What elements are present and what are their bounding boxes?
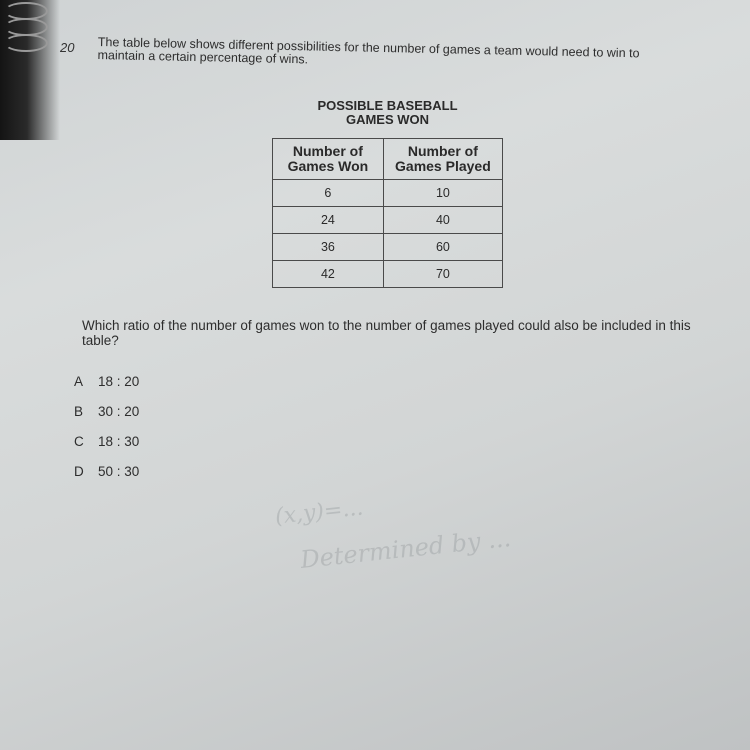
table-title-line: POSSIBLE BASEBALL bbox=[317, 98, 458, 113]
table-title-line: GAMES WON bbox=[345, 112, 430, 127]
choice-letter: C bbox=[74, 434, 84, 449]
choice-text: 50 : 30 bbox=[98, 464, 140, 479]
table-row bbox=[273, 207, 503, 234]
faint-pencil-writing: Determined by ... bbox=[299, 524, 513, 574]
table-row bbox=[273, 234, 503, 261]
answer-choices bbox=[74, 374, 139, 494]
choice-text: 18 : 20 bbox=[98, 374, 140, 389]
choice-letter: A bbox=[74, 374, 84, 389]
choice-text: 30 : 20 bbox=[98, 404, 140, 419]
faint-pencil-writing: (x,y)=... bbox=[273, 495, 365, 530]
games-table bbox=[272, 138, 503, 288]
question-prompt: Which ratio of the number of games won to the number of games played could also be included in this table? bbox=[82, 318, 691, 348]
spiral-ring bbox=[4, 34, 48, 52]
choice-d[interactable] bbox=[74, 464, 139, 494]
choice-letter: D bbox=[74, 464, 84, 479]
choice-letter: B bbox=[74, 404, 84, 419]
choice-b[interactable] bbox=[74, 404, 139, 434]
header-games-won: Number of Games Won bbox=[273, 139, 384, 180]
cell-games-won: 36 bbox=[273, 234, 384, 261]
table-header-row bbox=[273, 139, 503, 180]
cell-games-played: 40 bbox=[383, 207, 502, 234]
table-row bbox=[273, 180, 503, 207]
header-games-played: Number of Games Played bbox=[383, 139, 502, 180]
cell-games-played: 10 bbox=[383, 180, 502, 207]
cell-games-played: 60 bbox=[383, 234, 502, 261]
choice-c[interactable] bbox=[74, 434, 139, 464]
choice-text: 18 : 30 bbox=[98, 434, 140, 449]
cell-games-won: 42 bbox=[273, 261, 384, 288]
question-intro: The table below shows different possibilities for the number of games a team would need to win to maintain a certain percentage of wins. bbox=[97, 35, 640, 67]
table-title bbox=[270, 99, 505, 127]
cell-games-won: 6 bbox=[273, 180, 384, 207]
table-row bbox=[273, 261, 503, 288]
question-number: 20 bbox=[60, 40, 75, 55]
cell-games-won: 24 bbox=[273, 207, 384, 234]
choice-a[interactable] bbox=[74, 374, 139, 404]
cell-games-played: 70 bbox=[383, 261, 502, 288]
